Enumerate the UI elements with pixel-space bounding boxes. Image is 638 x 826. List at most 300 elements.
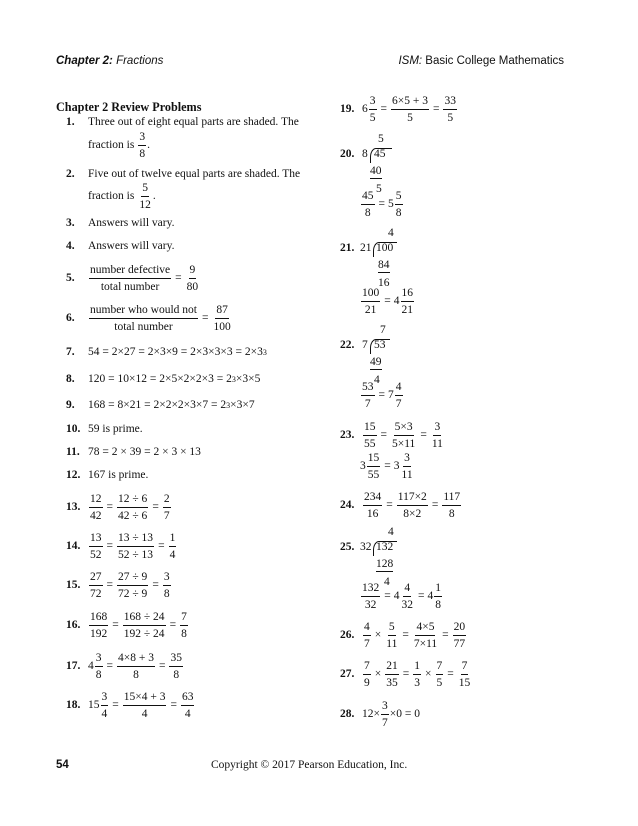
math-text: 8×2 bbox=[403, 507, 422, 520]
operator: = bbox=[384, 459, 391, 472]
problem-16 bbox=[66, 611, 189, 640]
math-text: 7 bbox=[380, 324, 386, 336]
math-text: 7 bbox=[395, 397, 402, 410]
math-text: 28. bbox=[340, 707, 355, 720]
math-text: 8. bbox=[66, 373, 75, 385]
problem-17 bbox=[66, 652, 184, 681]
math-text: 4 bbox=[395, 381, 403, 396]
math-text: 5. bbox=[66, 271, 75, 284]
math-text: 8 bbox=[163, 587, 170, 600]
math-text: 5 bbox=[407, 111, 413, 124]
math-text: 4 bbox=[141, 707, 148, 720]
operator: × bbox=[374, 628, 382, 641]
math-text: 12 bbox=[139, 198, 151, 211]
math-text: fraction is bbox=[88, 138, 135, 151]
math-text: 5 bbox=[378, 133, 384, 145]
math-text: 45 bbox=[374, 148, 386, 160]
problem-1 bbox=[66, 117, 299, 129]
math-text: number defective bbox=[89, 264, 171, 279]
math-text: ISM: bbox=[398, 55, 423, 67]
fraction bbox=[391, 421, 416, 450]
math-text: 7 bbox=[180, 611, 188, 626]
math-text: 5 bbox=[141, 182, 149, 197]
math-text: 4 bbox=[388, 526, 394, 538]
fraction bbox=[443, 95, 457, 124]
math-text: Five out of twelve equal parts are shaded. The bbox=[88, 168, 301, 180]
fraction bbox=[169, 532, 177, 561]
math-text: 8 bbox=[435, 598, 441, 611]
fraction bbox=[391, 95, 429, 124]
math-text: 13 bbox=[89, 532, 103, 547]
operator: = bbox=[152, 578, 159, 591]
math-text: 3 bbox=[95, 652, 103, 667]
math-text: fraction is bbox=[88, 189, 135, 202]
math-text: 3 bbox=[369, 95, 377, 110]
problem-4 bbox=[66, 241, 174, 253]
fraction bbox=[363, 621, 371, 650]
math-text: 3 bbox=[138, 131, 146, 146]
math-text: 3 bbox=[101, 691, 109, 706]
math-text: 24. bbox=[340, 498, 355, 511]
math-text: 4 bbox=[363, 621, 371, 636]
fraction bbox=[89, 571, 103, 600]
math-text: 7 bbox=[461, 660, 469, 675]
math-text: 3 bbox=[262, 347, 267, 357]
math-text: 5 bbox=[436, 676, 443, 689]
fraction bbox=[89, 493, 103, 522]
fraction bbox=[89, 611, 108, 640]
math-text: 8 bbox=[362, 148, 368, 160]
math-text: 20. bbox=[340, 148, 355, 160]
math-text: 100 bbox=[361, 287, 380, 302]
operator: = bbox=[378, 388, 385, 401]
fraction bbox=[117, 493, 148, 522]
fraction bbox=[117, 652, 155, 681]
fraction bbox=[401, 582, 415, 611]
math-text: 3 bbox=[403, 452, 411, 467]
math-text: 1 bbox=[434, 582, 442, 597]
fraction bbox=[95, 652, 103, 681]
problem-10 bbox=[66, 424, 143, 436]
problem-19 bbox=[340, 95, 458, 124]
math-text: . bbox=[147, 138, 150, 151]
fraction bbox=[381, 700, 389, 729]
math-text: 15 bbox=[458, 676, 471, 689]
problem-3 bbox=[66, 218, 174, 230]
math-text: 5 bbox=[388, 197, 394, 210]
math-text: 4. bbox=[66, 240, 75, 252]
problem-1-answer bbox=[88, 131, 150, 160]
math-text: 7 bbox=[364, 637, 370, 650]
problem-7 bbox=[66, 347, 267, 359]
math-text: 55 bbox=[367, 468, 380, 481]
math-text: 49 bbox=[370, 356, 382, 368]
math-text: 7 bbox=[163, 509, 170, 522]
math-text: number who would not bbox=[89, 304, 198, 319]
math-text: 9 bbox=[364, 676, 370, 689]
problem-12 bbox=[66, 470, 148, 482]
math-text: 11 bbox=[431, 437, 443, 450]
fraction bbox=[436, 660, 444, 689]
operator: = bbox=[112, 618, 119, 631]
math-text: 53 bbox=[374, 339, 386, 351]
math-text: 13 ÷ 13 bbox=[117, 532, 154, 547]
fraction bbox=[385, 621, 398, 650]
math-text: 3 bbox=[231, 374, 236, 384]
math-text: 32 bbox=[364, 598, 377, 611]
operator: = bbox=[158, 539, 165, 552]
math-text: 5 bbox=[369, 111, 376, 124]
fraction bbox=[369, 95, 377, 124]
math-text: 7 bbox=[436, 660, 444, 675]
fraction bbox=[89, 532, 103, 561]
math-text: 8 bbox=[139, 147, 146, 160]
math-text: 3 bbox=[433, 421, 441, 436]
fraction bbox=[117, 571, 148, 600]
operator: = bbox=[152, 500, 159, 513]
math-text: 32 bbox=[360, 541, 372, 553]
math-text: 132 bbox=[376, 541, 394, 553]
fraction bbox=[138, 182, 152, 211]
math-text: 2 bbox=[163, 493, 171, 508]
math-text: Chapter 2: bbox=[56, 55, 113, 67]
math-text: Answers will vary. bbox=[88, 217, 175, 229]
math-text: 7 bbox=[363, 660, 371, 675]
math-text: 4×5 bbox=[415, 621, 435, 636]
math-text: 12× bbox=[362, 707, 380, 720]
math-text: Basic College Mathematics bbox=[425, 55, 564, 67]
math-text: 78 = 2 × 39 = 2 × 3 × 13 bbox=[88, 446, 201, 458]
math-text: 77 bbox=[453, 637, 466, 650]
math-text: 100 bbox=[376, 242, 394, 254]
math-text: 1. bbox=[66, 116, 75, 128]
fraction bbox=[117, 532, 154, 561]
math-text: 128 bbox=[376, 558, 394, 570]
math-text: 7. bbox=[66, 346, 75, 358]
math-text: 8 bbox=[95, 668, 102, 681]
operator: = bbox=[169, 618, 177, 631]
math-text: 15 bbox=[363, 421, 377, 436]
math-text: 35 bbox=[169, 652, 183, 667]
math-text: 23. bbox=[340, 428, 355, 441]
math-text: 192 ÷ 24 bbox=[123, 627, 165, 640]
math-text: 54 = 2×27 = 2×3×9 = 2×3×3×3 = 2×3 bbox=[88, 346, 263, 358]
problem-9 bbox=[66, 400, 255, 412]
page-number: 54 bbox=[56, 759, 69, 771]
fraction bbox=[123, 691, 167, 720]
math-text: 6. bbox=[66, 311, 75, 324]
math-text: 1 bbox=[413, 660, 421, 675]
math-text: 12 ÷ 6 bbox=[117, 493, 148, 508]
math-text: 72 bbox=[90, 587, 102, 600]
math-text: 16. bbox=[66, 618, 81, 631]
math-text: 4 bbox=[427, 589, 434, 602]
math-text: 87 bbox=[215, 304, 229, 319]
fraction bbox=[138, 131, 146, 160]
copyright: Copyright © 2017 Pearson Education, Inc. bbox=[211, 759, 408, 771]
math-text: 167 is prime. bbox=[88, 469, 149, 481]
math-text: 40 bbox=[370, 165, 382, 177]
math-text: 7 bbox=[362, 339, 368, 351]
fraction bbox=[163, 571, 171, 600]
operator: = bbox=[431, 498, 439, 511]
fraction bbox=[363, 660, 371, 689]
operator: = bbox=[442, 628, 449, 641]
math-text: 32 bbox=[401, 598, 413, 611]
fraction bbox=[163, 493, 171, 522]
math-text: 33 bbox=[443, 95, 457, 110]
math-text: ×3×7 bbox=[230, 399, 255, 411]
problem-5 bbox=[66, 264, 200, 293]
left-column bbox=[66, 0, 326, 760]
fraction bbox=[458, 660, 472, 689]
fraction bbox=[442, 491, 461, 520]
fraction bbox=[123, 611, 166, 640]
math-text: 5×3 bbox=[394, 421, 414, 436]
fraction bbox=[395, 190, 403, 219]
math-text: 9 bbox=[189, 264, 197, 279]
math-text: 17. bbox=[66, 659, 81, 672]
math-text: 4 bbox=[388, 227, 394, 239]
math-text: total number bbox=[100, 280, 160, 293]
math-text: 27 ÷ 9 bbox=[117, 571, 148, 586]
math-text: 4 bbox=[374, 374, 380, 386]
problem-22-result bbox=[360, 381, 404, 410]
operator: = bbox=[418, 589, 425, 602]
problem-23 bbox=[340, 421, 445, 450]
math-text: 20 bbox=[453, 621, 467, 636]
math-text: 192 bbox=[90, 627, 108, 640]
math-text: 59 is prime. bbox=[88, 423, 143, 435]
operator: = bbox=[106, 500, 113, 513]
operator: = bbox=[106, 578, 113, 591]
math-text: 3 bbox=[393, 459, 400, 472]
problem-27 bbox=[340, 660, 472, 689]
math-text: 52 ÷ 13 bbox=[118, 548, 154, 561]
math-text: 22. bbox=[340, 339, 355, 351]
math-text: 3 bbox=[163, 571, 171, 586]
problem-20-result bbox=[360, 190, 404, 219]
problem-13 bbox=[66, 493, 172, 522]
math-text: 6×5 + 3 bbox=[391, 95, 429, 110]
problem-26 bbox=[340, 621, 467, 650]
math-text: 120 = 10×12 = 2×5×2×2×3 = 2 bbox=[88, 373, 232, 385]
math-text: 15. bbox=[66, 578, 81, 591]
math-text: 117 bbox=[442, 491, 461, 506]
operator: = bbox=[384, 589, 391, 602]
operator: = bbox=[106, 539, 113, 552]
math-text: 5 bbox=[376, 183, 382, 195]
problem-14 bbox=[66, 532, 177, 561]
math-text: 16 bbox=[378, 277, 390, 289]
operator: = bbox=[106, 659, 113, 672]
math-text: 8 bbox=[448, 507, 455, 520]
math-text: 234 bbox=[363, 491, 382, 506]
operator: = bbox=[402, 667, 410, 680]
math-text: 4 bbox=[88, 659, 94, 672]
fraction bbox=[89, 304, 198, 333]
problem-24 bbox=[340, 491, 462, 520]
math-text: 42 bbox=[90, 509, 102, 522]
fraction bbox=[169, 652, 183, 681]
operator: = bbox=[170, 698, 177, 711]
fraction bbox=[401, 287, 415, 316]
right-column bbox=[340, 0, 570, 760]
math-text: 21. bbox=[340, 242, 355, 254]
fraction bbox=[431, 421, 444, 450]
math-text: 11 bbox=[401, 468, 413, 481]
problem-28 bbox=[340, 700, 420, 729]
math-text: 18. bbox=[66, 698, 81, 711]
math-text: 80 bbox=[186, 280, 199, 293]
math-text: 26. bbox=[340, 628, 355, 641]
math-text: 3 bbox=[226, 400, 231, 410]
fraction bbox=[361, 190, 375, 219]
operator: × bbox=[374, 667, 382, 680]
math-text: = bbox=[175, 271, 182, 284]
math-text: 5×11 bbox=[392, 437, 416, 450]
fraction bbox=[413, 621, 438, 650]
math-text: 21 bbox=[364, 303, 377, 316]
fraction bbox=[434, 582, 442, 611]
operator: = bbox=[112, 698, 119, 711]
problem-2-answer bbox=[88, 182, 156, 211]
math-text: Fractions bbox=[116, 55, 164, 67]
math-text: 21 bbox=[360, 242, 372, 254]
operator: × bbox=[425, 667, 432, 680]
fraction bbox=[213, 304, 232, 333]
math-text: 3. bbox=[66, 217, 75, 229]
math-text: 63 bbox=[181, 691, 195, 706]
math-text: 7×11 bbox=[413, 637, 438, 650]
math-text: 21 bbox=[385, 660, 399, 675]
math-text: 21 bbox=[401, 303, 413, 316]
fraction bbox=[385, 660, 399, 689]
math-text: 14. bbox=[66, 539, 81, 552]
math-text: 5 bbox=[388, 621, 396, 636]
math-text: 4 bbox=[184, 707, 191, 720]
math-text: . bbox=[152, 189, 156, 202]
fraction bbox=[367, 452, 381, 481]
section-title: Chapter 2 Review Problems bbox=[56, 100, 202, 114]
math-text: 8 bbox=[133, 668, 139, 681]
math-text: 3 bbox=[360, 459, 366, 472]
math-text: 16 bbox=[366, 507, 379, 520]
math-text: 5 bbox=[395, 190, 403, 205]
math-text: 168 = 8×21 = 2×2×2×3×7 = 2 bbox=[88, 399, 227, 411]
math-text: 84 bbox=[378, 259, 390, 271]
math-text: 3 bbox=[414, 676, 420, 689]
math-text: 5 bbox=[447, 111, 454, 124]
math-text: 15×4 + 3 bbox=[123, 691, 167, 706]
math-text: 168 bbox=[89, 611, 108, 626]
math-text: 9. bbox=[66, 399, 75, 411]
math-text: 4 bbox=[101, 707, 108, 720]
math-text: 13. bbox=[66, 500, 81, 513]
math-text: 4 bbox=[169, 548, 176, 561]
operator: = bbox=[384, 294, 391, 307]
math-text: 7 bbox=[388, 388, 394, 401]
problem-25-result bbox=[360, 582, 443, 611]
math-text: 12 bbox=[89, 493, 103, 508]
math-text: ×0 = 0 bbox=[389, 707, 420, 720]
fraction bbox=[413, 660, 421, 689]
math-text: 45 bbox=[361, 190, 375, 205]
math-text: 7 bbox=[364, 397, 371, 410]
problem-2 bbox=[66, 169, 300, 181]
math-text: total number bbox=[114, 320, 173, 333]
math-text: Three out of eight equal parts are shaded. The bbox=[88, 116, 299, 128]
operator: = bbox=[420, 428, 427, 441]
math-text: 1 bbox=[169, 532, 177, 547]
fraction bbox=[363, 491, 382, 520]
math-text: 2. bbox=[66, 168, 75, 180]
problem-23-mixed bbox=[360, 452, 415, 481]
fraction bbox=[101, 691, 109, 720]
math-text: Answers will vary. bbox=[88, 240, 175, 252]
math-text: 16 bbox=[401, 287, 415, 302]
operator: = bbox=[378, 197, 385, 210]
fraction bbox=[401, 452, 414, 481]
math-text: 53 bbox=[361, 381, 375, 396]
math-text: 72 ÷ 9 bbox=[118, 587, 148, 600]
math-text: 8 bbox=[395, 206, 402, 219]
math-text: 117×2 bbox=[397, 491, 428, 506]
math-text: 27. bbox=[340, 667, 355, 680]
fraction bbox=[363, 421, 377, 450]
math-text: 4 bbox=[403, 582, 411, 597]
math-text: 42 ÷ 6 bbox=[118, 509, 148, 522]
operator: = bbox=[380, 428, 387, 441]
fraction bbox=[361, 582, 380, 611]
math-text: 35 bbox=[386, 676, 398, 689]
math-text: 168 ÷ 24 bbox=[123, 611, 166, 626]
fraction bbox=[397, 491, 428, 520]
math-text: ×3×5 bbox=[235, 373, 261, 385]
fraction bbox=[395, 381, 403, 410]
problem-11 bbox=[66, 447, 201, 459]
fraction bbox=[181, 691, 195, 720]
math-text: 12. bbox=[66, 469, 81, 481]
math-text: 25. bbox=[340, 541, 355, 553]
fraction bbox=[89, 264, 171, 293]
math-text: 52 bbox=[90, 548, 102, 561]
fraction bbox=[453, 621, 467, 650]
math-text: 8 bbox=[173, 668, 180, 681]
fraction bbox=[186, 264, 200, 293]
math-text: 7 bbox=[382, 716, 388, 729]
fraction bbox=[361, 381, 375, 410]
problem-8 bbox=[66, 374, 260, 386]
math-text: 4 bbox=[384, 576, 390, 588]
math-text: 8 bbox=[364, 206, 371, 219]
math-text: 4 bbox=[393, 589, 400, 602]
math-text: 11. bbox=[66, 446, 80, 458]
operator: = bbox=[380, 102, 387, 115]
fraction bbox=[361, 287, 380, 316]
math-text: 8 bbox=[181, 627, 187, 640]
math-text: 11 bbox=[386, 637, 398, 650]
problem-15 bbox=[66, 571, 172, 600]
math-text: 15 bbox=[88, 698, 100, 711]
math-text: 100 bbox=[213, 320, 231, 333]
math-text: 6 bbox=[362, 102, 368, 115]
math-text: 10. bbox=[66, 423, 81, 435]
operator: = bbox=[402, 628, 409, 641]
fraction bbox=[180, 611, 188, 640]
math-text: 27 bbox=[89, 571, 103, 586]
operator: = bbox=[432, 102, 440, 115]
